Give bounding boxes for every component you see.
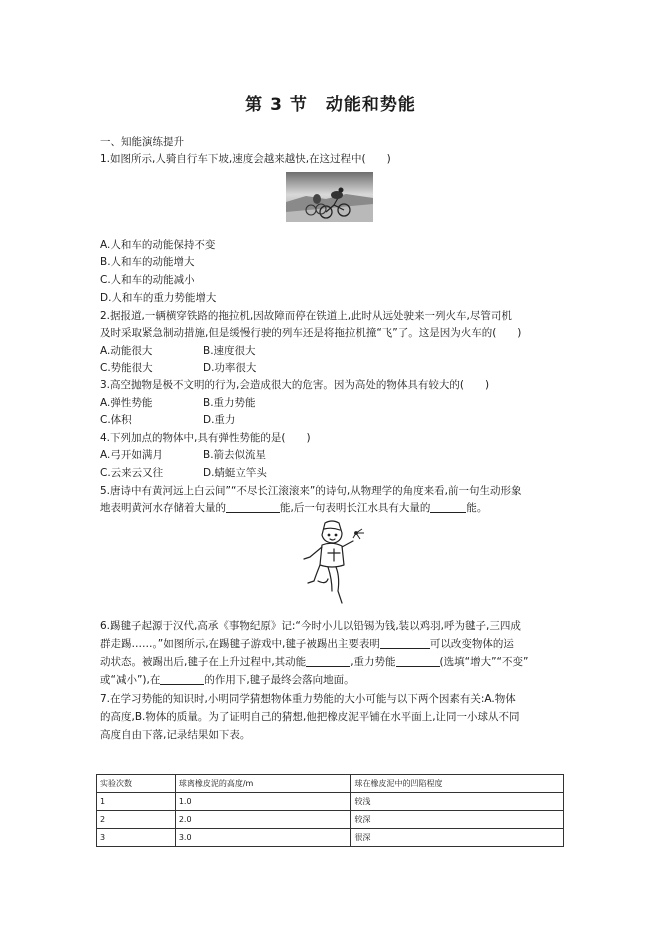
- question-5-text-a: 地表明黄河水存储着大量的: [100, 502, 226, 514]
- table-cell: 3: [97, 829, 176, 847]
- question-1-option-b: B.人和车的动能增大: [100, 256, 195, 268]
- table-cell: 2: [97, 811, 176, 829]
- table-row: [97, 829, 564, 847]
- table-cell: 1.0: [175, 793, 351, 811]
- question-4-option-c: C.云来云又往: [100, 467, 164, 479]
- question-1-stem: 1.如图所示,人骑自行车下坡,速度会越来越快,在这过程中( ): [100, 153, 391, 165]
- question-1-option-c: C.人和车的动能减小: [100, 274, 195, 286]
- table-header-row: [97, 775, 564, 793]
- answer-blank[interactable]: [160, 672, 204, 685]
- question-2-options-row-1: [100, 342, 400, 360]
- question-4-option-d: D.蜻蜓立竿头: [203, 467, 267, 479]
- table-header-cell: 球离橡皮泥的高度/m: [175, 775, 351, 793]
- answer-blank[interactable]: [430, 500, 466, 513]
- question-1-option-d: D.人和车的重力势能增大: [100, 292, 217, 304]
- question-5-stem-line-2: [100, 499, 487, 517]
- question-2-option-d: D.功率很大: [203, 362, 257, 374]
- section-heading: 一、知能演练提升: [100, 136, 184, 148]
- cyclist-photo: [286, 172, 373, 222]
- table-cell: 1: [97, 793, 176, 811]
- question-6-text-a: 群走踢……。”如图所示,在踢毽子游戏中,毽子被踢出主要表明: [100, 638, 380, 650]
- question-6-stem-line-2: [100, 635, 514, 653]
- question-3-option-c: C.体积: [100, 414, 132, 426]
- question-6-text-e: (选填“增大”“不变”: [439, 656, 529, 668]
- question-5-stem-line-1: 5.唐诗中有黄河远上白云间”“不尽长江滚滚来”的诗句,从物理学的角度来看,前一句生动形象: [100, 485, 522, 497]
- question-3-option-d: D.重力: [203, 414, 236, 426]
- table-cell: 很深: [351, 829, 564, 847]
- question-2-option-a: A.动能很大: [100, 345, 153, 357]
- question-4-options-row-2: [100, 464, 400, 482]
- answer-blank[interactable]: [396, 654, 440, 667]
- page-title: 第 3 节 动能和势能: [245, 95, 416, 115]
- table-cell: 较深: [351, 811, 564, 829]
- question-2-option-b: B.速度很大: [203, 345, 256, 357]
- table-header-cell: 球在橡皮泥中的凹陷程度: [351, 775, 564, 793]
- question-6-text-b: 可以改变物体的运: [429, 638, 514, 650]
- question-3-options-row-1: [100, 394, 400, 412]
- question-7-stem-line-1: 7.在学习势能的知识时,小明同学猜想物体重力势能的大小可能与以下两个因素有关:A.物体: [100, 693, 516, 705]
- results-table: [96, 774, 564, 847]
- question-3-options-row-2: [100, 411, 400, 429]
- answer-blank[interactable]: [306, 654, 350, 667]
- table-row: [97, 793, 564, 811]
- question-6-stem-line-1: 6.踢毽子起源于汉代,高承《事物纪原》记:“今时小儿以铅锡为钱,装以鸡羽,呼为毽子,三四成: [100, 620, 521, 632]
- question-7-stem-line-2: 的高度,B.物体的质量。为了证明自己的猜想,他把橡皮泥平铺在水平面上,让同一小球从不同: [100, 711, 520, 723]
- table-header-cell: 实验次数: [97, 775, 176, 793]
- table-cell: 2.0: [175, 811, 351, 829]
- question-2-stem-line-1: 2.据报道,一辆横穿铁路的拖拉机,因故障而停在铁道上,此时从远处驶来一列火车,尽管司机: [100, 310, 512, 322]
- shuttlecock-kicker-illustration: [298, 519, 366, 609]
- answer-blank[interactable]: [380, 636, 430, 649]
- question-4-option-b: B.箭去似流星: [203, 449, 267, 461]
- question-6-text-d: ,重力势能: [350, 656, 396, 668]
- question-3-stem: 3.高空抛物是极不文明的行为,会造成很大的危害。因为高处的物体具有较大的( ): [100, 379, 490, 391]
- answer-blank[interactable]: [226, 500, 280, 513]
- table-cell: 3.0: [175, 829, 351, 847]
- table-row: [97, 811, 564, 829]
- question-6-text-g: 的作用下,毽子最终会落向地面。: [204, 674, 355, 686]
- question-1-option-a: A.人和车的动能保持不变: [100, 239, 216, 251]
- question-4-options-row-1: [100, 446, 400, 464]
- question-6-stem-line-3: [100, 653, 528, 671]
- question-5-text-b: 能,后一句表明长江水具有大量的: [280, 502, 431, 514]
- question-4-stem: 4.下列加点的物体中,具有弹性势能的是( ): [100, 432, 311, 444]
- question-2-option-c: C.势能很大: [100, 362, 153, 374]
- question-2-stem-line-2: 及时采取紧急制动措施,但是缓慢行驶的列车还是将拖拉机撞“飞”了。这是因为火车的( ): [100, 327, 522, 339]
- question-2-options-row-2: [100, 359, 400, 377]
- question-6-text-c: 动状态。被踢出后,毽子在上升过程中,其动能: [100, 656, 307, 668]
- question-5-text-c: 能。: [466, 502, 488, 514]
- question-6-stem-line-4: [100, 671, 355, 689]
- question-4-option-a: A.弓开如满月: [100, 449, 163, 461]
- question-7-stem-line-3: 高度自由下落,记录结果如下表。: [100, 729, 251, 741]
- question-6-text-f: 或“减小”),在: [100, 674, 161, 686]
- question-3-option-b: B.重力势能: [203, 397, 256, 409]
- question-3-option-a: A.弹性势能: [100, 397, 153, 409]
- table-cell: 较浅: [351, 793, 564, 811]
